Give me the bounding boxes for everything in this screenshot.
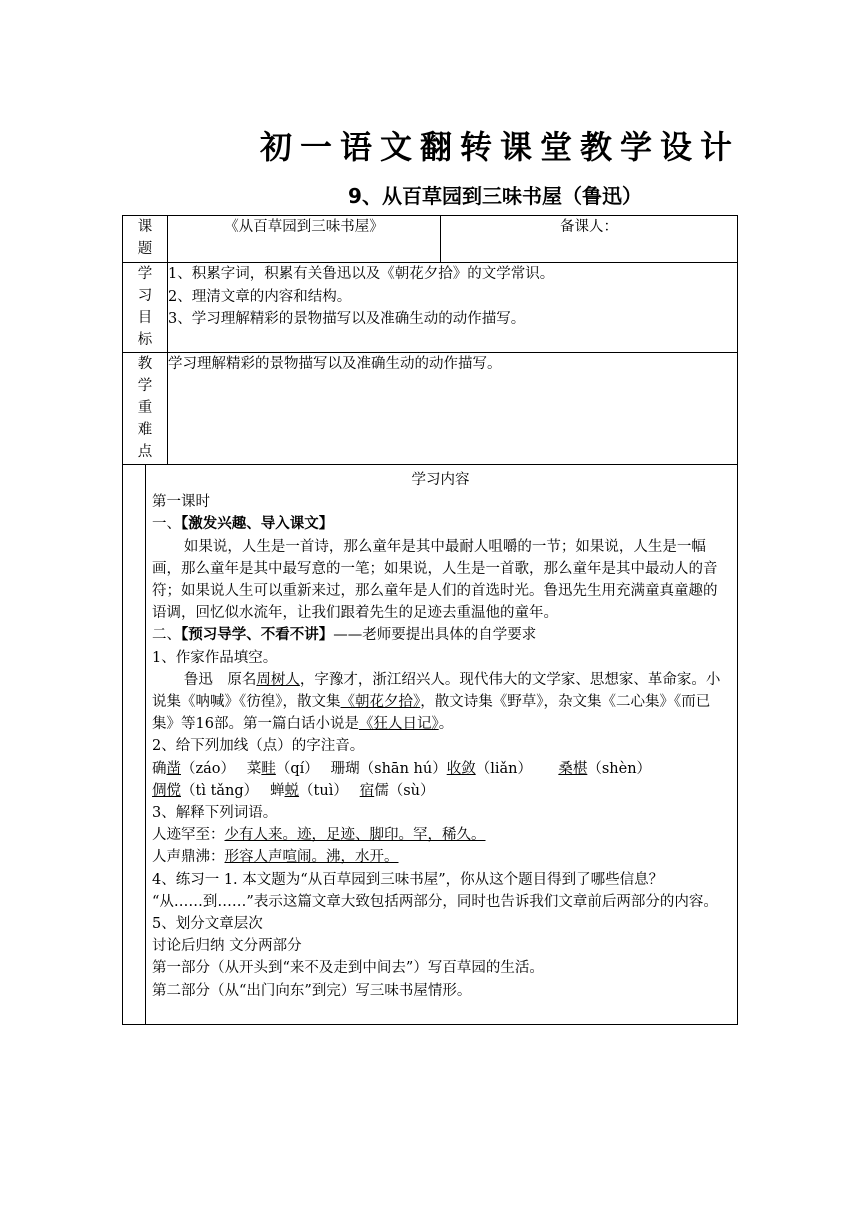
question-4: 4、练习一 1. 本文题为“从百草园到三味书屋”，你从这个题目得到了哪些信息？: [152, 871, 664, 888]
topic-value: 《从百草园到三味书屋》: [168, 216, 441, 263]
topic-label: 课 题: [123, 216, 168, 263]
learning-content: [145, 465, 737, 1024]
word-definition-1: 人迹罕至：少有人来。迹，足迹、脚印。罕，稀久。: [152, 827, 486, 844]
pinyin-line-2: 倜傥（tì tǎng） 蝉蜕（tuì） 宿儒（sù）: [152, 782, 435, 799]
answer-4: “从……到……”表示这篇文章大致包括两部分，同时也告诉我们文章前后两部分的内容。: [152, 893, 718, 910]
intro-paragraph: 如果说，人生是一首诗，那么童年是其中最耐人咀嚼的一节；如果说，人生是一幅画，那么童年是其中最写意的一笔；如果说，人生是一首歌，那么童年是其中最动人的音符；如果说人生可以重新来过，那么童年是人们的首选时光。鲁迅先生用充满童真童趣的语调，回忆似水流年，让我们跟着先生的足迹去重温他的童年。: [152, 538, 718, 622]
question-1: 1、作家作品填空。: [152, 649, 278, 666]
key-points-text: 学习理解精彩的景物描写以及准确生动的动作描写。: [168, 353, 738, 465]
answer-1: 鲁迅 原名周树人，字豫才，浙江绍兴人。现代伟大的文学家、思想家、革命家。小说集《呐喊》《彷徨》，散文集《朝花夕拾》，散文诗集《野草》，杂文集《二心集》《而已集》等16部。第一篇白话小说是《狂人日记》。: [152, 671, 721, 733]
goals-list: [168, 263, 738, 353]
learning-content-cell: [123, 465, 738, 1025]
question-5: 5、划分文章层次: [152, 916, 263, 933]
lesson-label: 第一课时: [152, 494, 210, 511]
goal-item: 2、理清文章的内容和结构。: [168, 288, 352, 305]
goals-label: 学 习 目 标: [123, 263, 168, 353]
document-title: 初一语文翻转课堂教学设计: [259, 128, 740, 166]
lesson-subtitle: 9、从百草园到三味书屋（鲁迅）: [348, 184, 642, 208]
answer-5-line-1: 讨论后归纳 文分两部分: [152, 938, 302, 955]
content-heading: 学习内容: [411, 472, 470, 488]
section-1-heading: 一、【激发兴趣、导入课文】: [152, 515, 334, 533]
answer-5-line-2: 第一部分（从开头到“来不及走到中间去”）写百草园的生活。: [152, 960, 544, 977]
goal-item: 1、积累字词，积累有关鲁迅以及《朝花夕拾》的文学常识。: [168, 266, 555, 282]
key-points-row: [123, 353, 738, 465]
question-2: 2、给下列加线（点）的字注音。: [152, 738, 365, 755]
goals-row: [123, 263, 738, 353]
goal-item: 3、学习理解精彩的景物描写以及准确生动的动作描写。: [168, 311, 526, 327]
key-points-label: 教 学 重 难 点: [123, 353, 168, 465]
question-3: 3、解释下列词语。: [152, 805, 278, 822]
pinyin-line-1: 确凿（záo） 菜畦（qí） 珊瑚（shān hú）收敛（liǎn） 桑椹（shèn）: [152, 760, 652, 777]
preparer-label: 备课人：: [441, 216, 738, 263]
word-definition-2: 人声鼎沸：形容人声喧闹。沸，水开。: [152, 849, 399, 866]
answer-5-line-3: 第二部分（从“出门向东”到完）写三味书屋情形。: [152, 982, 472, 999]
topic-row: [123, 216, 738, 263]
content-row: [123, 465, 738, 1025]
lesson-plan-table: [122, 215, 738, 1025]
section-2-heading: 二、【预习导学、不看不讲】——老师要提出具体的自学要求: [152, 626, 537, 644]
